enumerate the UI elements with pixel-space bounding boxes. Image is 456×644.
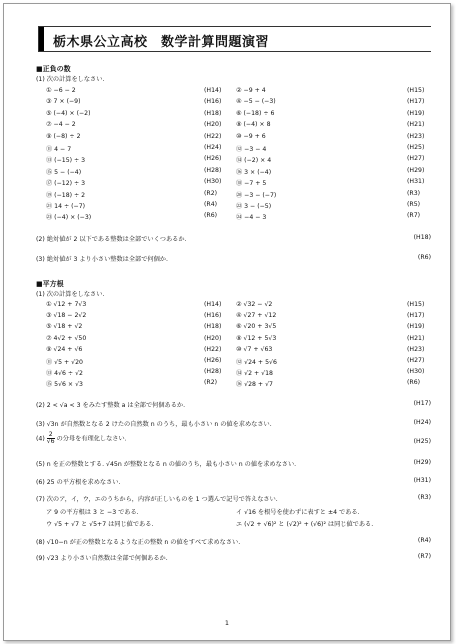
problem-item: ② √32 − √2 xyxy=(236,301,273,308)
problem-code: (H19) xyxy=(407,109,425,117)
problem-item: ① −6 − 2 xyxy=(46,87,76,94)
problem-code: (H15) xyxy=(407,301,425,308)
problem-code: (R2) xyxy=(204,189,218,197)
section-heading-square-roots: ■平方根 xyxy=(36,280,64,288)
sr-q4 xyxy=(36,432,127,445)
problem-code: (R3) xyxy=(407,189,421,197)
problem-code: (H21) xyxy=(407,334,425,342)
choice-b: イ √16 を根号を使わずに表すと ±4 である. xyxy=(236,509,360,516)
problem-item: ⑮ 5 − (−4) xyxy=(46,168,82,176)
problem-code: (H18) xyxy=(204,323,222,331)
problem-code: (H21) xyxy=(407,121,425,129)
page-number: 1 xyxy=(224,619,230,627)
sr-q6-text: (6) 25 の平方根を求めなさい. xyxy=(36,479,121,486)
problem-item: ⑫ −3 − 4 xyxy=(236,146,267,153)
problem-item: ④ −5 − (−3) xyxy=(236,98,276,106)
problem-item: ㉓ (−4) × (−3) xyxy=(46,214,92,222)
sr-q9-text: (9) √23 より小さい自然数は全部で何個あるか. xyxy=(36,555,168,562)
problem-code: (H20) xyxy=(204,121,222,129)
sr-q3-text: (3) √3n が自然数となる 2 けたの自然数 n のうち，最も小さい n の値を求めなさい. xyxy=(36,421,272,428)
page-title: 栃木県公立高校 数学計算問題演習 xyxy=(53,35,270,50)
pn-q2-code: (H18) xyxy=(413,234,431,241)
sr-q8-text: (8) √10−n が正の整数となるような正の整数 n の値をすべて求めなさい. xyxy=(36,539,241,546)
problem-code: (H14) xyxy=(204,87,222,94)
problem-code: (H23) xyxy=(407,132,425,140)
problem-item: ㉑ 14 ÷ (−7) xyxy=(46,203,86,210)
problem-item: ③ √18 − 2√2 xyxy=(46,312,87,320)
fraction-numerator: 2 xyxy=(48,431,53,438)
problem-code: (H29) xyxy=(407,166,425,174)
problem-item: ⑱ −7 + 5 xyxy=(236,180,267,188)
choice-c: ウ √5 + √7 と √5+7 は同じ値である. xyxy=(46,521,154,528)
problem-item: ④ √27 + √12 xyxy=(236,312,277,320)
problem-code: (H15) xyxy=(407,87,425,94)
problem-item: ⑤ √18 + √2 xyxy=(46,323,83,331)
sr-q2-text: (2) 2 < √a < 3 をみたす整数 a は全部で何個あるか. xyxy=(36,402,186,409)
sr-q1-instruction: (1) 次の計算をしなさい. xyxy=(36,291,105,298)
title-box xyxy=(38,26,431,52)
problem-code: (R7) xyxy=(407,212,421,220)
problem-code: (R6) xyxy=(204,212,218,220)
problem-code: (R6) xyxy=(407,379,421,387)
sr-q4-prefix: (4) xyxy=(36,435,45,443)
problem-code: (H30) xyxy=(407,368,425,376)
section-heading-positive-negative: ■正負の数 xyxy=(36,65,71,73)
problem-item: ⑧ √12 + 5√3 xyxy=(236,334,277,342)
sr-q2-code: (H17) xyxy=(413,400,431,407)
problem-code: (H14) xyxy=(204,301,222,308)
sr-q9-code: (R7) xyxy=(417,553,431,560)
problem-item: ⑯ √28 + √7 xyxy=(236,381,273,389)
problem-code: (H20) xyxy=(204,334,222,342)
problem-item: ⑲ (−18) ÷ 2 xyxy=(46,191,86,199)
problem-code: (H28) xyxy=(204,166,222,174)
problem-code: (H30) xyxy=(204,178,222,186)
problem-code: (H28) xyxy=(204,368,222,376)
sr-q7-text: (7) 次のア，イ，ウ，エのうちから，内容が正しいものを 1 つ選んで記号で答えなさい. xyxy=(36,496,278,503)
problem-code: (H26) xyxy=(204,155,222,163)
problem-code: (H22) xyxy=(204,345,222,353)
worksheet-page xyxy=(3,3,451,641)
problem-item: ⑧ (−4) × 8 xyxy=(236,121,271,129)
problem-code: (R4) xyxy=(204,201,218,208)
problem-code: (H16) xyxy=(204,312,222,320)
sr-q4-code: (H25) xyxy=(413,438,431,445)
sr-q6-code: (H31) xyxy=(413,477,431,484)
problem-code: (H24) xyxy=(204,144,222,151)
problem-item: ⑮ 5√6 × √3 xyxy=(46,381,83,389)
problem-item: ⑳ −3 − (−7) xyxy=(236,191,277,199)
problem-item: ㉒ 3 − (−5) xyxy=(236,203,272,210)
problem-code: (H17) xyxy=(407,312,425,320)
problem-item: ⑭ √2 + √18 xyxy=(236,370,273,378)
sr-q3-code: (H24) xyxy=(413,419,431,426)
problem-code: (H27) xyxy=(407,155,425,163)
problem-code: (H22) xyxy=(204,132,222,140)
problem-code: (H25) xyxy=(407,144,425,151)
problem-item: ⑰ (−12) ÷ 3 xyxy=(46,180,86,188)
pn-q3-code: (R6) xyxy=(417,254,431,261)
problem-code: (H17) xyxy=(407,98,425,106)
problem-item: ⑦ 4√2 + √50 xyxy=(46,334,87,342)
problem-item: ⑯ 3 × (−4) xyxy=(236,168,272,176)
problem-item: ⑦ −4 − 2 xyxy=(46,121,76,129)
problem-code: (H18) xyxy=(204,109,222,117)
problem-item: ⑭ (−2) × 4 xyxy=(236,157,272,165)
problem-item: ⑩ √7 + √63 xyxy=(236,345,273,353)
problem-code: (H23) xyxy=(407,345,425,353)
problem-code: (R5) xyxy=(407,201,421,208)
problem-item: ⑬ 4√6 ÷ √2 xyxy=(46,370,83,378)
problem-code: (R2) xyxy=(204,379,218,387)
choice-d: エ (√2 + √6)² と (√2)² + (√6)² は同じ値である. xyxy=(236,521,374,528)
problem-code: (H19) xyxy=(407,323,425,331)
problem-item: ⑥ √20 + 3√5 xyxy=(236,323,277,331)
problem-item: ⑬ (−15) ÷ 3 xyxy=(46,157,86,165)
problem-item: ⑩ −9 + 6 xyxy=(236,132,266,140)
problem-item: ② −9 + 4 xyxy=(236,87,266,94)
problem-item: ⑨ √24 + √6 xyxy=(46,345,83,353)
fraction-denominator: √6 xyxy=(46,438,55,445)
sr-q8-code: (R4) xyxy=(417,537,431,544)
problem-item: ⑥ (−18) ÷ 6 xyxy=(236,109,275,117)
problem-item: ㉔ −4 − 3 xyxy=(236,214,267,222)
sr-q4-text: の分母を有理化しなさい. xyxy=(56,435,127,443)
problem-code: (H16) xyxy=(204,98,222,106)
problem-item: ⑤ (−4) × (−2) xyxy=(46,109,91,117)
problem-code: (H27) xyxy=(407,357,425,364)
problem-item: ⑪ √5 + √20 xyxy=(46,359,83,366)
problem-item: ⑨ (−8) ÷ 2 xyxy=(46,132,81,140)
problem-item: ⑪ 4 − 7 xyxy=(46,146,72,153)
pn-q3-text: (3) 絶対値が 3 より小さい整数は全部で何個か. xyxy=(36,256,168,263)
problem-code: (H26) xyxy=(204,357,222,364)
sr-q7-code: (R3) xyxy=(417,494,431,501)
problem-code: (H31) xyxy=(407,178,425,186)
choice-a: ア 9 の平方根は 3 と −3 である. xyxy=(46,509,139,516)
sr-q5-text: (5) n を正の整数とする. √45n が整数となる n の値のうち，最も小さい n の値を求めなさい. xyxy=(36,461,297,468)
sr-q5-code: (H29) xyxy=(413,459,431,466)
problem-item: ③ 7 × (−9) xyxy=(46,98,81,106)
pn-q1-instruction: (1) 次の計算をしなさい. xyxy=(36,76,105,83)
fraction xyxy=(47,432,55,445)
problem-item: ① √12 + 7√3 xyxy=(46,301,87,308)
problem-item: ⑫ √24 + 5√6 xyxy=(236,359,277,366)
pn-q2-text: (2) 絶対値が 2 以下である整数は全部でいくつあるか. xyxy=(36,236,187,243)
